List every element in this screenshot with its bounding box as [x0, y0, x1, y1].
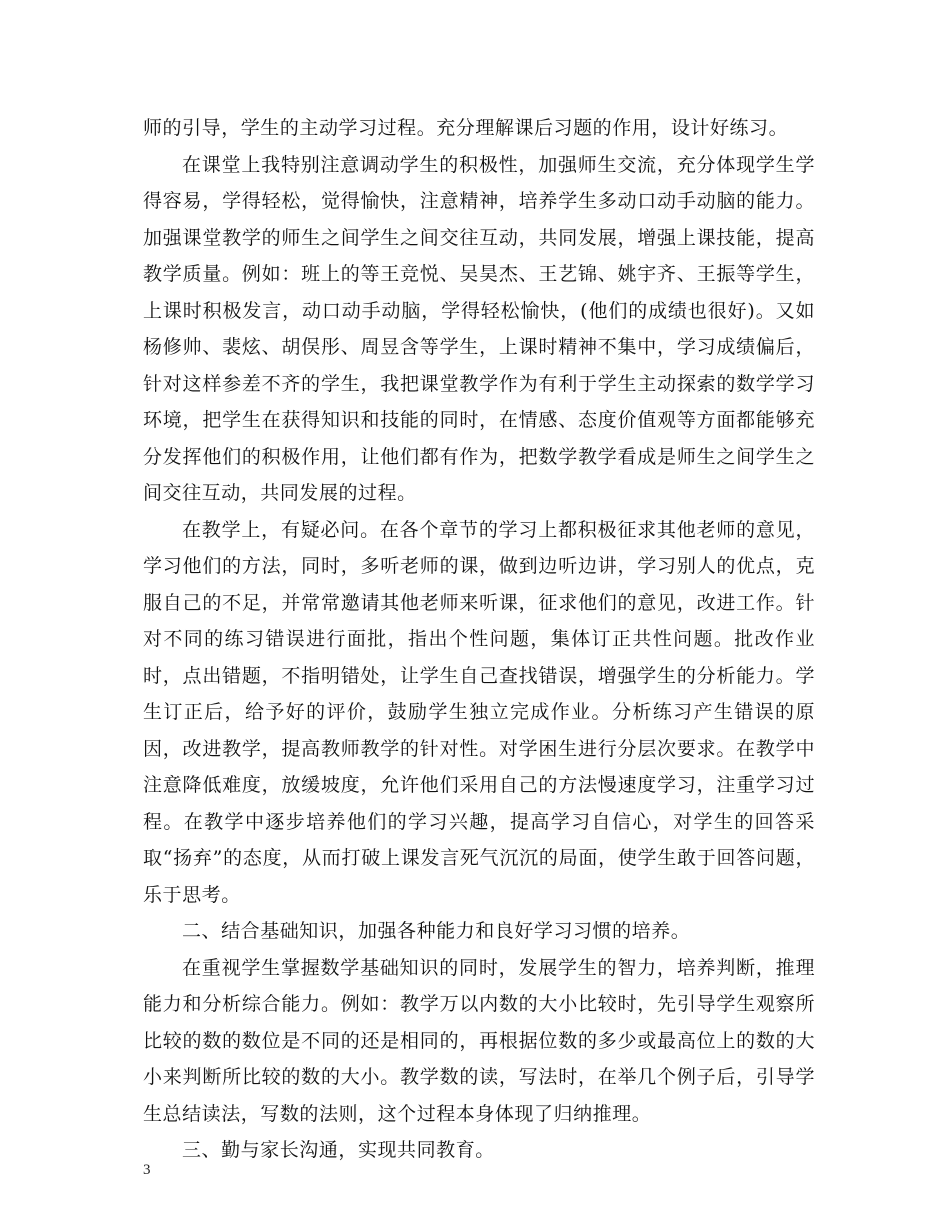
section-heading-3: 三、勤与家长沟通，实现共同教育。	[182, 1139, 495, 1161]
document-body	[143, 110, 815, 1169]
paragraph-1: 师的引导，学生的主动学习过程。充分理解课后习题的作用，设计好练习。	[143, 117, 789, 139]
paragraph-2: 在课堂上我特别注意调动学生的积极性，加强师生交流，充分体现学生学得容易，学得轻松，觉得愉快，注意精神，培养学生多动口动手动脑的能力。加强课堂教学的师生之间学生之间交往互动，共同发展，增强上课技能，提高教学质量。例如：班上的等王竞悦、吴昊杰、王艺锦、姚宇齐、王振等学生，上课时积极发言，动口动手动脑，学得轻松愉快，(他们的成绩也很好)。又如杨修帅、裴炫、胡俣彤、周昱含等学生，上课时精神不集中，学习成绩偏后，针对这样参差不齐的学生，我把课堂教学作为有利于学生主动探索的数学学习环境，把学生在获得知识和技能的同时，在情感、态度价值观等方面都能够充分发挥他们的积极作用，让他们都有作为，把数学教学看成是师生之间学生之间交往互动，共同发展的过程。	[143, 153, 815, 504]
paragraph-4: 在重视学生掌握数学基础知识的同时，发展学生的智力，培养判断，推理能力和分析综合能力。例如：教学万以内数的大小比较时，先引导学生观察所比较的数的数位是不同的还是相同的，再根据位数的多少或最高位上的数的大小来判断所比较的数的大小。教学数的读，写法时，在举几个例子后，引导学生总结读法，写数的法则，这个过程本身体现了归纳推理。	[143, 956, 815, 1125]
page-number: 3	[143, 1162, 151, 1178]
paragraph-3: 在教学上，有疑必问。在各个章节的学习上都积极征求其他老师的意见，学习他们的方法，同时，多听老师的课，做到边听边讲，学习别人的优点，克服自己的不足，并常常邀请其他老师来听课，征求他们的意见，改进工作。针对不同的练习错误进行面批，指出个性问题，集体订正共性问题。批改作业时，点出错题，不指明错处，让学生自己查找错误，增强学生的分析能力。学生订正后，给予好的评价，鼓励学生独立完成作业。分析练习产生错误的原因，改进教学，提高教师教学的针对性。对学困生进行分层次要求。在教学中注意降低难度，放缓坡度，允许他们采用自己的方法慢速度学习，注重学习过程。在教学中逐步培养他们的学习兴趣，提高学习自信心，对学生的回答采取“扬弃”的态度，从而打破上课发言死气沉沉的局面，使学生敢于回答问题，乐于思考。	[143, 518, 815, 906]
section-heading-2: 二、结合基础知识，加强各种能力和良好学习习惯的培养。	[182, 920, 691, 942]
